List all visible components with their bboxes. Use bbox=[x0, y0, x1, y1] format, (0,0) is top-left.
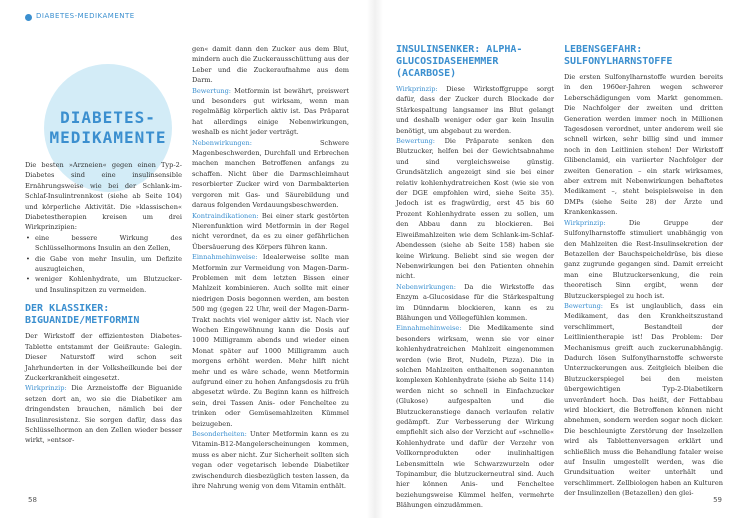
keyword: Bewertung: bbox=[564, 301, 604, 310]
paragraph bbox=[564, 301, 723, 499]
paragraph-text: Da die Wirkstoffe das Enzym a-Glucosidase für die Stärkespaltung im Dünndarm blockieren, kann es zu Blähungen und Völlegefühlen kommen. bbox=[396, 282, 554, 322]
intro-paragraph: Die besten »Arzneien« gegen einen Typ-2-Diabetes sind eine insulinsensible Ernährungsweise wie bei der Schlank-im-Schlaf-Insulintrennkost (siehe ab Seite 104) und körperliche Aktivität. Die »klassischen« Diabetestherapien kreisen um drei Wirkprinzipien: bbox=[25, 161, 182, 232]
paragraph bbox=[396, 282, 554, 324]
keyword: Nebenwirkungen: bbox=[396, 282, 457, 291]
right-page bbox=[375, 0, 750, 518]
paragraph-text: Die Medikamente sind besonders wirksam, wenn sie vor einer kohlenhydratreichen Mahlzeit eingenommen werden (wie Brot, Nudeln, Pizza). Die in solchen Mahlzeiten enthaltenen sogenannten komplexen Kohlenhydrate (siehe ab Seite 114) werden nicht so schnell in Einfachzucker (Glukose) aufgespalten und die Blutzuckeranstiege danach verlaufen relativ gedämpft. Zur Verbesserung der Wirkung empfiehlt sich also der Verzicht auf »schnelle« Kohlenhydrate und dafür der Verzehr von Vollkornprodukten oder inulinhaltigen Lebensmitteln wie Schwarzwurzeln oder Topinambur, die blutzuckerneutral sind. Auch hier können Anis- und Fencheltee beziehungsweise Kümmel helfen, vermehrte Blähungen einzudämmen. bbox=[396, 324, 554, 510]
paragraph bbox=[192, 429, 349, 491]
paragraph bbox=[192, 252, 349, 429]
paragraph-text: Diese Wirkstoffgruppe sorgt dafür, dass der Zucker durch Blockade der Stärkespaltung langsamer ins Blut gelangt und deshalb weniger oder gar kein Insulin benötigt, um abgebaut zu werden. bbox=[396, 85, 554, 135]
section-heading-acarbose: INSULINSENKER: ALPHA-GLUCOSIDASEHEMMER (ACARBOSE) bbox=[396, 44, 523, 79]
paragraph-text: Bei einer stark gestörten Nierenfunktion wird Metformin in der Regel nicht verordnet, da es zu einer gefährlichen Übersäuerung des Körpers führen kann. bbox=[192, 211, 349, 251]
paragraph: Die ersten Sulfonylharnstoffe wurden bereits in den 1960er-Jahren wegen schwerer Leberschädigungen vom Markt genommen. Die Nachfolger der zweiten und dritten Generation werden immer noch in Millionen Tagesdosen verordnet, unter anderem weil sie schnell wirken, sehr billig sind und immer noch in den Leitlinien stehen! Der Wirkstoff Glibenclamid, ein variierter Nachfolger der zweiten Generation – ein stark wirksames, aber extrem mit Nebenwirkungen behaftetes Medikament –, steht beispielsweise in den DMPs (siehe Seite 28) der Ärzte und Krankenkassen. bbox=[564, 73, 723, 217]
keyword: Kontraindikationen: bbox=[192, 211, 259, 220]
keyword: Wirkprinzip: bbox=[564, 218, 606, 227]
page-number-left: 58 bbox=[28, 496, 37, 504]
running-header: DIABETES-MEDIKAMENTE bbox=[36, 12, 135, 20]
paragraph-text: Die Gruppe der Sulfonylharnstoffe stimuliert unabhängig von den Mahlzeiten die Rest-Insulinsekretion der Betazellen der Bauchspeicheldrüse, bis diese ganz zugrunde gegangen sind. Damit erreicht man eine Blutzuckersenkung, die rein theoretisch Sinn ergibt, wenn der Blutzuckerspiegel zu hoch ist. bbox=[564, 218, 723, 300]
paragraph-text: Die Präparate senken den Blutzucker, helfen bei der Gewichtsabnahme und sind vergleichsweise günstig. Grundsätzlich angezeigt sind sie bei einer relativ kohlenhydratreichen Kost (wie sie von der DGE empfohlen wird, siehe Seite 35). Jedoch ist es fragwürdig, erst 45 bis 60 Prozent Kohlenhydrate essen zu sollen, um den Abbau dann zu blockieren. Bei Eiweißmahlzeiten wie dem Schlank-im-Schlaf-Abendessen (siehe ab Seite 158) haben sie keine Wirkung. Beliebt sind sie wegen der Nebenwirkungen bei den Patienten ohnehin nicht. bbox=[396, 137, 554, 281]
paragraph-text: Die Arzneistoffe der Biguanide setzen dort an, wo sie die Diabetiker am dringendsten brauchen, nämlich bei der Insulinresistenz. Sie sorgen dafür, dass das Schlüsselhormon an den Zellen wieder besser wirkt, »entsor- bbox=[25, 384, 182, 445]
chapter-title: DIABETES- MEDIKAMENTE bbox=[49, 108, 167, 147]
book-gutter bbox=[367, 0, 383, 518]
left-column-2 bbox=[192, 44, 349, 491]
paragraph-text: Unter Metformin kann es zu Vitamin-B12-Mangelerscheinungen kommen, muss es aber nicht. Zur Sicherheit sollten sich vegan oder vegetarisch lebende Diabetiker zwischendurch diesbezüglich testen lassen, da ihre Nahrung wenig von dem Vitamin enthält. bbox=[192, 430, 349, 491]
list-item: • eine bessere Wirkung des Schlüsselhormons Insulin an den Zellen, bbox=[33, 233, 182, 254]
paragraph-text: Metformin ist bewährt, preiswert und besonders gut wirksam, wenn man regelmäßig körperlich aktiv ist. Das Präparat hat allerdings einige Nebenwirkungen, weshalb es nicht jeder verträgt. bbox=[192, 86, 349, 137]
page-number-right: 59 bbox=[713, 496, 722, 504]
section-heading-biguanide: DER KLASSIKER: BIGUANIDE/METFORMIN bbox=[25, 303, 140, 327]
keyword: Wirkprinzip: bbox=[396, 85, 438, 93]
paragraph bbox=[396, 323, 554, 510]
paragraph-text: Es ist unglaublich, dass ein Medikament, das den Krankheitszustand verschlimmert, Bestandteil der Leitlinientherapie ist! Das Problem: Der Mechanismus greift auch zuckerunabhängig. Dadurch lösen Sulfonylharnstoffe schwerste Unterzuckerungen aus. Zeitgleich bleiben die Blutzuckerspiegel bei den meisten übergewichtigen Typ-2-Diabetikern unverändert hoch. Das heißt, der Fettabbau wird blockiert, die Betroffenen können nicht abnehmen, sondern werden sogar noch dicker. Die beschleunigte Zerstörung der Inselzellen wird als Tablettenversagen erklärt und schließlich muss die Behandlung fataler weise auf Insulin umgestellt werden, was die Grundsituation weiter unterhält und verschlimmert. Zellbiologen haben an Kulturen der Insulinzellen (Betazellen) den glei- bbox=[564, 301, 723, 498]
paragraph bbox=[192, 86, 349, 138]
right-column-2 bbox=[564, 44, 723, 499]
paragraph bbox=[396, 136, 554, 282]
keyword: Bewertung: bbox=[192, 86, 232, 95]
keyword: Wirkprinzip: bbox=[25, 384, 67, 393]
left-column-1 bbox=[25, 160, 182, 446]
paragraph-text: Idealerweise sollte man Metformin zur Vermeidung von Magen-Darm-Problemen mit dem letzten Bissen einer Mahlzeit kombinieren. Auch sollte mit einer niedrigen Dosis begonnen werden, am besten 500 mg (gegen 22 Uhr, weil der Magen-Darm-Trakt nachts viel weniger aktiv ist. Nach vier Wochen Eingewöhnung kann die Dosis auf 1000 Milligramm abends und wieder einen Monat später auf 1000 Milligramm auch morgens erhöht werden. Mehr hilft nicht mehr und es wäre schade, wenn Metformin aufgrund einer zu hohen Anfangsdosis zu früh abgesetzt würde. Zu Beginn kann es hilfreich sein, drei Tassen Anis- oder Fencheltee zu trinken oder Gemüsemahlzeiten Kümmel beizugeben. bbox=[192, 253, 349, 428]
list-item: • die Gabe von mehr Insulin, um Defizite auszugleichen, bbox=[33, 254, 182, 275]
paragraph: Der Wirkstoff der effizientesten Diabetes-Tablette entstammt der Geißraute: Galegin. Dieser Naturstoff wird schon seit Jahrhunderten in der Volksheilkunde bei der Zuckerkrankheit eingesetzt. bbox=[25, 332, 182, 382]
paragraph-text: Schwere Magenbeschwerden, Durchfall und Erbrechen machen manchen Betroffenen anfangs zu schaffen. Nicht über die Darmschleimhaut resorbierter Zucker wird von Darmbakterien vergoren mit Gas- und Säurebildung und daraus folgenden Verdauungsbeschwerden. bbox=[192, 138, 349, 210]
keyword: Besonderheiten: bbox=[192, 430, 247, 439]
paragraph bbox=[396, 84, 554, 136]
paragraph: gen« damit dann den Zucker aus dem Blut, mindern auch die Zuckerausschüttung aus der Leber und die Zuckeraufnahme aus dem Darm. bbox=[192, 45, 349, 85]
keyword: Einnahmehinweise: bbox=[192, 253, 258, 262]
paragraph bbox=[192, 211, 349, 253]
paragraph bbox=[564, 218, 723, 301]
keyword: Bewertung: bbox=[396, 137, 436, 146]
paragraph bbox=[25, 383, 182, 445]
header-dot-icon bbox=[25, 14, 32, 21]
section-heading-sulfonyl: LEBENSGEFAHR: SULFONYLHARNSTOFFE bbox=[564, 44, 673, 67]
list-item: • weniger Kohlenhydrate, um Blutzucker- und Insulinspitzen zu vermeiden. bbox=[33, 274, 182, 295]
keyword: Einnahmehinweise: bbox=[396, 324, 462, 333]
principles-list bbox=[25, 233, 182, 295]
right-column-1 bbox=[396, 44, 554, 511]
paragraph bbox=[192, 138, 349, 211]
keyword: Nebenwirkungen: bbox=[192, 138, 253, 147]
